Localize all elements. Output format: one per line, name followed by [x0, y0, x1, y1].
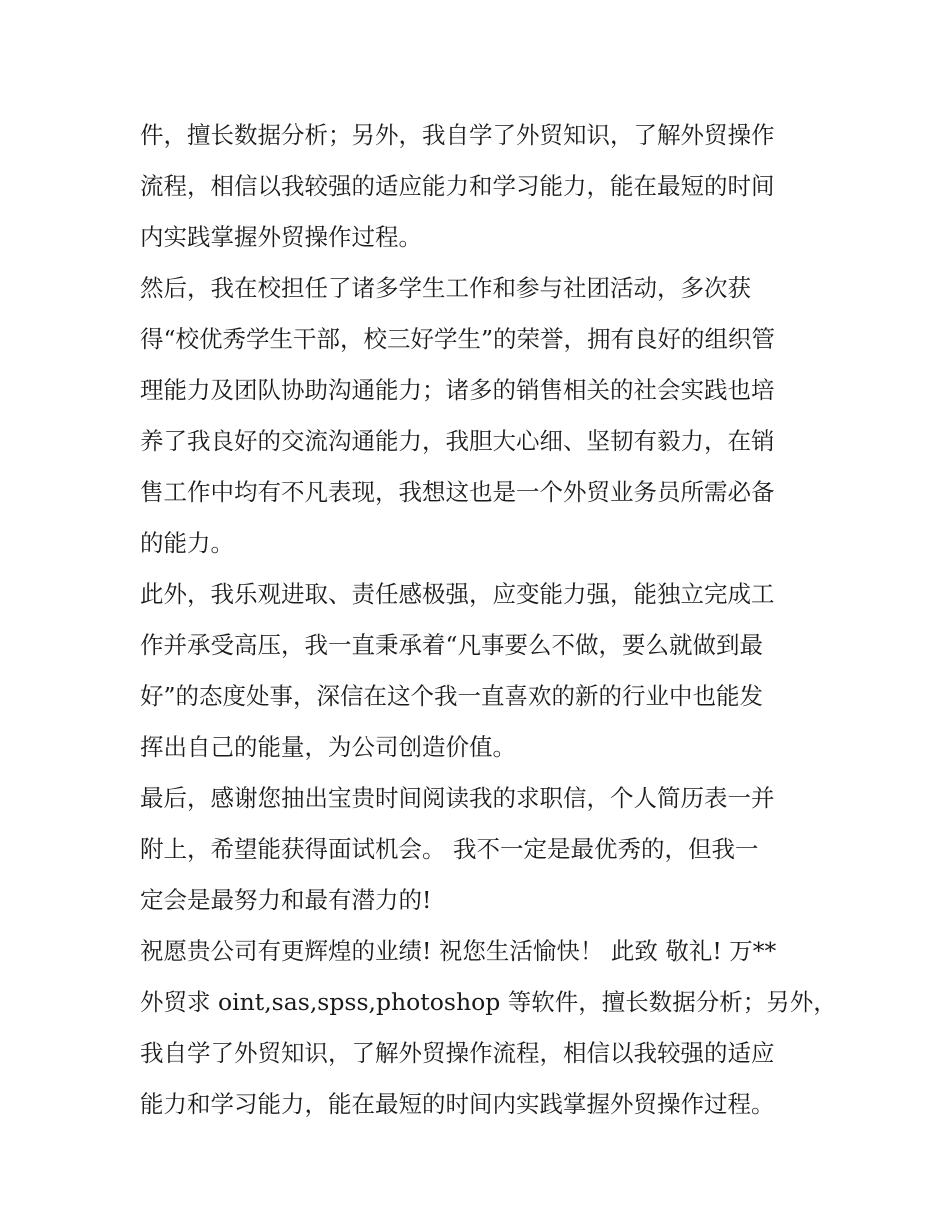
text-line: 养了我良好的交流沟通能力，我胆大心细、坚韧有毅力，在销 — [140, 427, 775, 455]
text-line: 件，擅长数据分析；另外，我自学了外贸知识，了解外贸操作 — [140, 121, 775, 149]
text-line: 好”的态度处事，深信在这个我一直喜欢的新的行业中也能发 — [140, 682, 764, 710]
text-line: 我自学了外贸知识，了解外贸操作流程，相信以我较强的适应 — [140, 1039, 775, 1067]
text-line: 挥出自己的能量，为公司创造价值。 — [140, 733, 516, 761]
text-line: 得“校优秀学生干部，校三好学生”的荣誉，拥有良好的组织管 — [140, 325, 776, 353]
text-line: 祝愿贵公司有更辉煌的业绩! 祝您生活愉快！ 此致 敬礼! 万** — [140, 937, 777, 965]
text-line: 外贸求 oint,sas,spss,photoshop 等软件，擅长数据分析；另外， — [140, 988, 837, 1016]
text-line: 流程，相信以我较强的适应能力和学习能力，能在最短的时间 — [140, 172, 775, 200]
text-line: 售工作中均有不凡表现，我想这也是一个外贸业务员所需必备 — [140, 478, 775, 506]
text-line: 的能力。 — [140, 529, 234, 557]
text-line: 作并承受高压，我一直秉承着“凡事要么不做，要么就做到最 — [140, 631, 764, 659]
text-line: 理能力及团队协助沟通能力；诸多的销售相关的社会实践也培 — [140, 376, 775, 404]
text-line: 最后，感谢您抽出宝贵时间阅读我的求职信，个人简历表一并 — [140, 784, 775, 812]
body-text — [140, 110, 837, 1130]
text-line: 然后，我在校担任了诸多学生工作和参与社团活动，多次获 — [140, 274, 751, 302]
text-line: 定会是最努力和最有潜力的! — [140, 886, 432, 914]
text-line: 能力和学习能力，能在最短的时间内实践掌握外贸操作过程。 — [140, 1090, 775, 1118]
text-line: 内实践掌握外贸操作过程。 — [140, 223, 422, 251]
text-line: 此外，我乐观进取、责任感极强，应变能力强，能独立完成工 — [140, 580, 775, 608]
text-line: 附上，希望能获得面试机会。 我不一定是最优秀的，但我一 — [140, 835, 759, 863]
